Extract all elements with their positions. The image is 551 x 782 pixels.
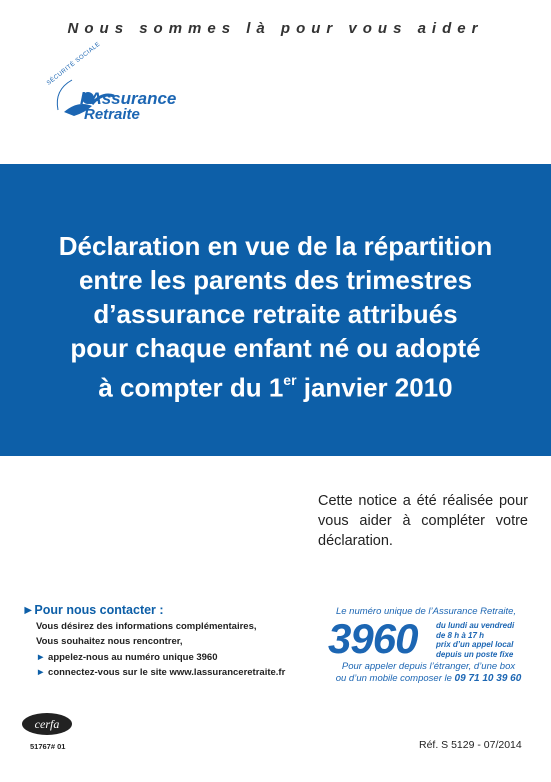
phone-price-1: prix d’un appel local	[436, 640, 514, 649]
notice-text: Cette notice a été réalisée pour vous aider à compléter votre déclaration.	[318, 493, 528, 549]
triangle-right-icon: ►	[36, 651, 49, 663]
contact-item-phone-text: appelez-nous au numéro unique 3960	[48, 651, 218, 663]
contact-heading	[22, 603, 322, 619]
title-line-1: Déclaration en vue de la répartition	[58, 231, 493, 261]
document-title	[18, 229, 533, 405]
phone-number[interactable]: 3960	[328, 615, 418, 662]
logo-line-1: l’Assurance	[80, 89, 177, 108]
tagline: Nous sommes là pour vous aider	[67, 20, 484, 37]
logo-arc-text: SÉCURITÉ SOCIALE	[46, 41, 102, 87]
contact-heading-text: Pour nous contacter :	[34, 603, 164, 617]
phone-abroad-number[interactable]: 09 71 10 39 60	[454, 673, 522, 684]
title-line-4: pour chaque enfant né ou adopté	[70, 333, 481, 363]
triangle-right-icon: ►	[36, 667, 49, 678]
phone-intro: Le numéro unique de l’Assurance Retraite,	[335, 606, 517, 617]
phone-hours-1: du lundi au vendredi	[436, 621, 515, 630]
title-line-5-sup: er	[283, 372, 297, 388]
phone-box	[326, 606, 526, 684]
phone-abroad	[326, 661, 531, 685]
title-line-5-pre: à compter du 1	[98, 372, 284, 403]
contact-line-1: Vous désirez des informations complémentaires,	[36, 620, 257, 632]
cerfa-number: 51767# 01	[30, 742, 66, 751]
triangle-right-icon: ►	[22, 603, 35, 617]
phone-abroad-2	[326, 673, 531, 685]
logo-line-2: Retraite	[84, 106, 140, 123]
phone-hours	[436, 621, 514, 659]
document-reference: Réf. S 5129 - 07/2014	[419, 739, 522, 751]
contact-section	[22, 603, 322, 681]
contact-item-website-text: connectez-vous sur le site www.lassuranceretraite.fr	[48, 667, 286, 678]
phone-abroad-2-text: ou d’un mobile composer le	[335, 673, 452, 684]
contact-line-2: Vous souhaitez nous rencontrer,	[36, 636, 183, 647]
title-line-2: entre les parents des trimestres	[78, 265, 473, 295]
title-line-3: d’assurance retraite attribués	[93, 299, 458, 329]
contact-item-phone[interactable]	[22, 650, 322, 666]
logo-wordmark	[80, 91, 176, 123]
contact-item-website[interactable]	[22, 665, 322, 681]
title-line-5	[18, 365, 533, 405]
phone-hours-2: de 8 h à 17 h	[436, 630, 485, 640]
title-line-5-post: janvier 2010	[296, 372, 453, 403]
phone-price-2: depuis un poste fixe	[436, 649, 514, 659]
cerfa-logo: cerfa	[22, 713, 72, 735]
phone-abroad-1: Pour appeler depuis l’étranger, d’une box	[341, 661, 516, 672]
